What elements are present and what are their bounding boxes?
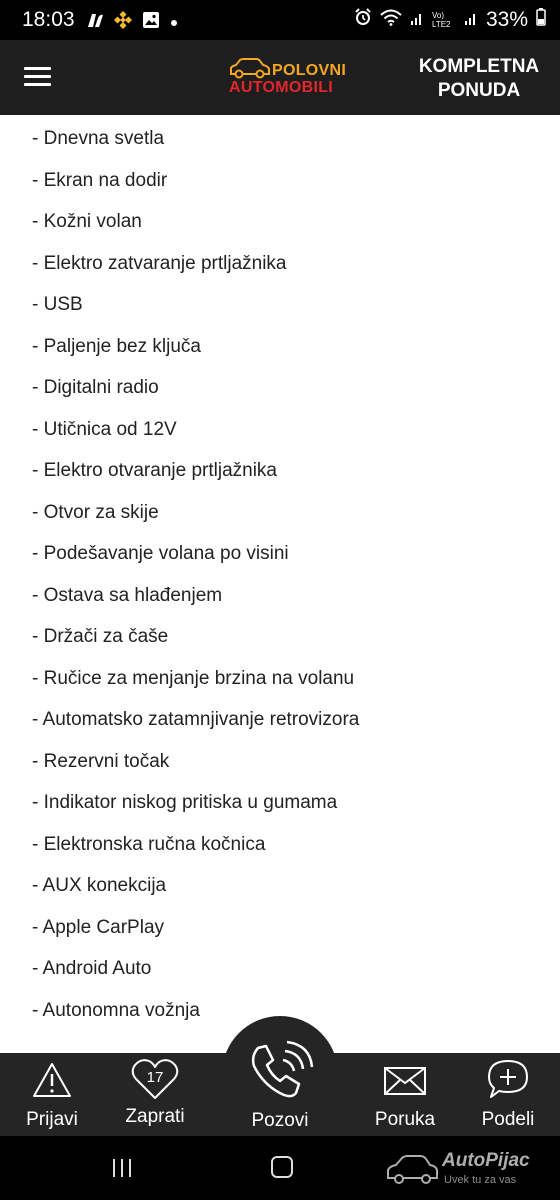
call-button[interactable] bbox=[222, 1016, 338, 1132]
hamburger-icon[interactable] bbox=[24, 67, 51, 87]
recent-apps-icon[interactable] bbox=[113, 1159, 137, 1177]
full-offer-button[interactable] bbox=[414, 55, 544, 103]
battery-percent: 33% bbox=[485, 8, 528, 31]
follow-count: 17 bbox=[146, 1069, 164, 1086]
watermark-name: AutoPijac bbox=[442, 1150, 530, 1171]
list-item: - Elektro zatvaranje prtljažnika bbox=[32, 252, 287, 274]
notification-icons bbox=[86, 11, 178, 34]
list-item: - Elektro otvaranje prtljažnika bbox=[32, 460, 277, 481]
n-app-icon bbox=[86, 12, 104, 33]
status-time: 18:03 bbox=[22, 8, 75, 31]
share-bubble-icon bbox=[486, 1058, 530, 1100]
share-button[interactable] bbox=[468, 1053, 548, 1136]
full-offer-label-line2: PONUDA bbox=[437, 80, 521, 101]
list-item: - Apple CarPlay bbox=[32, 916, 165, 938]
list-item: - Ručice za menjanje brzina na volanu bbox=[32, 667, 355, 689]
report-button[interactable] bbox=[12, 1053, 92, 1136]
alarm-icon bbox=[354, 8, 372, 32]
list-item: - Indikator niskog pritiska u gumama bbox=[32, 792, 338, 813]
envelope-icon bbox=[383, 1066, 427, 1096]
list-item: - Utičnica od 12V bbox=[32, 418, 177, 440]
signal-icon bbox=[410, 8, 424, 32]
share-label: Podeli bbox=[481, 1109, 535, 1130]
list-item: - Digitalni radio bbox=[32, 377, 159, 398]
status-bar bbox=[0, 0, 560, 40]
report-label: Prijavi bbox=[26, 1109, 78, 1130]
signal2-icon bbox=[464, 8, 478, 32]
message-label: Poruka bbox=[374, 1109, 436, 1130]
follow-button[interactable] bbox=[112, 1053, 198, 1136]
list-item: - Autonomna vožnja bbox=[32, 999, 200, 1021]
dot-icon bbox=[170, 14, 178, 32]
logo-text-polovni: POLOVNI bbox=[272, 62, 347, 79]
system-icons bbox=[354, 8, 546, 32]
list-item: - Rezervni točak bbox=[32, 750, 170, 772]
car-handshake-icon bbox=[384, 1152, 440, 1188]
follow-label: Zaprati bbox=[125, 1106, 185, 1127]
message-button[interactable] bbox=[362, 1053, 448, 1136]
autopijac-watermark bbox=[384, 1150, 554, 1194]
list-item: - Elektronska ručna kočnica bbox=[32, 833, 266, 855]
watermark-slogan: Uvek tu za vas bbox=[444, 1174, 517, 1186]
full-offer-label-line1: KOMPLETNA bbox=[418, 56, 540, 77]
phone-ringing-icon bbox=[246, 1040, 314, 1104]
volte-lte2-icon: Vo) LTE2 bbox=[431, 11, 451, 29]
app-header bbox=[0, 40, 560, 115]
list-item: - Dnevna svetla bbox=[32, 128, 165, 149]
home-icon[interactable] bbox=[271, 1156, 293, 1178]
polovni-automobili-logo[interactable] bbox=[228, 55, 347, 101]
warning-icon bbox=[31, 1061, 73, 1099]
list-item: - Držači za čaše bbox=[32, 626, 169, 647]
binance-icon bbox=[114, 11, 132, 34]
list-item: - Ostava sa hlađenjem bbox=[32, 584, 223, 606]
list-item: - Kožni volan bbox=[32, 211, 142, 232]
wifi-icon bbox=[380, 8, 402, 32]
gallery-icon bbox=[142, 11, 160, 34]
list-item: - Ekran na dodir bbox=[32, 169, 168, 191]
battery-icon bbox=[536, 8, 546, 32]
list-item: - Otvor za skije bbox=[32, 501, 159, 523]
list-item: - Android Auto bbox=[32, 958, 152, 979]
car-logo-icon bbox=[228, 57, 272, 81]
call-label: Pozovi bbox=[251, 1110, 309, 1131]
logo-text-automobili: AUTOMOBILI bbox=[229, 79, 334, 96]
list-item: - Automatsko zatamnjivanje retrovizora bbox=[32, 709, 360, 730]
feature-list bbox=[32, 118, 359, 1031]
list-item: - AUX konekcija bbox=[32, 875, 167, 896]
list-item: - Paljenje bez ključa bbox=[32, 335, 201, 357]
list-item: - USB bbox=[32, 294, 83, 315]
list-item: - Podešavanje volana po visini bbox=[32, 543, 289, 564]
